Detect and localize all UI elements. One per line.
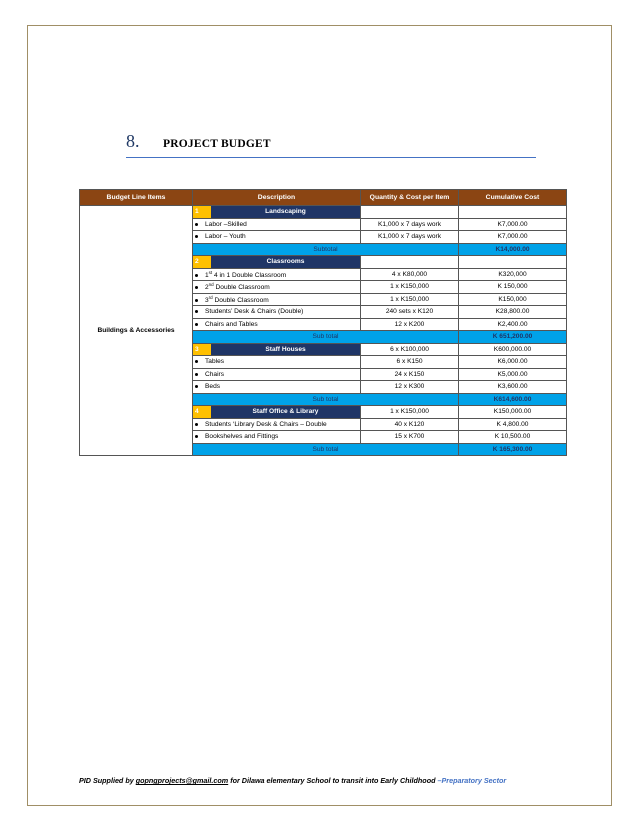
bullet-icon: [195, 435, 198, 438]
bullet-icon: [195, 360, 198, 363]
section-number-badge: 2: [193, 256, 211, 268]
bullet-icon: [195, 299, 198, 302]
bullet-icon: [195, 373, 198, 376]
table-row: Students’ Desk & Chairs (Double) 240 sets x K120 K28,800.00: [80, 306, 567, 319]
bullet-icon: [195, 274, 198, 277]
table-header-row: [80, 190, 567, 206]
section-title-staff-office-library: Staff Office & Library: [211, 406, 360, 418]
subtotal-value: K14,000.00: [459, 243, 567, 256]
section-number-badge: 4: [193, 406, 211, 418]
table-row: Chairs 24 x K150 K5,000.00: [80, 368, 567, 381]
email-link[interactable]: gopngprojects@gmail.com: [135, 776, 229, 785]
header-description: Description: [193, 190, 361, 206]
header-cumulative-cost: Cumulative Cost: [459, 190, 567, 206]
section-row-landscaping: [80, 206, 567, 219]
footer-sector: –Preparatory Sector: [437, 776, 507, 785]
table-row: 2nd Double Classroom 1 x K150,000 K 150,000: [80, 281, 567, 294]
table-row: Labor – Youth K1,000 x 7 days work K7,000.00: [80, 231, 567, 244]
header-quantity-cost: Quantity & Cost per Item: [361, 190, 459, 206]
bullet-icon: [195, 223, 198, 226]
bullet-icon: [195, 310, 198, 313]
bullet-icon: [195, 423, 198, 426]
table-row: Bookshelves and Fittings 15 x K700 K 10,500.00: [80, 431, 567, 444]
section-number-badge: 3: [193, 344, 211, 356]
bullet-icon: [195, 286, 198, 289]
subtotal-value: K614,600.00: [459, 393, 567, 406]
bullet-icon: [195, 235, 198, 238]
section-title-staff-houses: Staff Houses: [211, 344, 360, 356]
bullet-icon: [195, 323, 198, 326]
table-row: Students ‘Library Desk & Chairs – Double 40 x K120 K 4,800.00: [80, 418, 567, 431]
section-heading: [126, 133, 536, 158]
header-budget-line-items: Budget Line Items: [80, 190, 193, 206]
subtotal-label: Subtotal: [193, 243, 459, 256]
subtotal-label: Sub total: [193, 393, 459, 406]
subtotal-label: Sub total: [193, 443, 459, 456]
section-title-landscaping: Landscaping: [211, 206, 360, 218]
section-number-badge: 1: [193, 206, 211, 218]
section-title: PROJECT BUDGET: [163, 138, 271, 150]
bullet-icon: [195, 385, 198, 388]
table-row: Beds 12 x K300 K3,600.00: [80, 381, 567, 394]
category-cell: Buildings & Accessories: [80, 206, 193, 456]
section-row-staff-office-library: 4 Staff Office & Library 1 x K150,000 K150,000.00: [80, 406, 567, 419]
table-row: Chairs and Tables 12 x K200 K2,400.00: [80, 318, 567, 331]
budget-table: [79, 189, 567, 456]
table-row: 1st 4 in 1 Double Classroom 4 x K80,000 K320,000: [80, 268, 567, 281]
subtotal-value: K 651,200.00: [459, 331, 567, 344]
section-number: 8.: [126, 131, 140, 151]
page-footer: PID Supplied by gopngprojects@gmail.com for Dilawa elementary School to transit into Early Childhood –Preparatory Sector: [79, 776, 507, 785]
section-title-classrooms: Classrooms: [211, 256, 360, 268]
table-row: Tables 6 x K150 K6,000.00: [80, 356, 567, 369]
table-row: Labor –Skilled K1,000 x 7 days work K7,000.00: [80, 218, 567, 231]
subtotal-value: K 165,300.00: [459, 443, 567, 456]
subtotal-label: Sub total: [193, 331, 459, 344]
table-row: 3rd Double Classroom 1 x K150,000 K150,000: [80, 293, 567, 306]
section-row-staff-houses: 3 Staff Houses 6 x K100,000 K600,000.00: [80, 343, 567, 356]
